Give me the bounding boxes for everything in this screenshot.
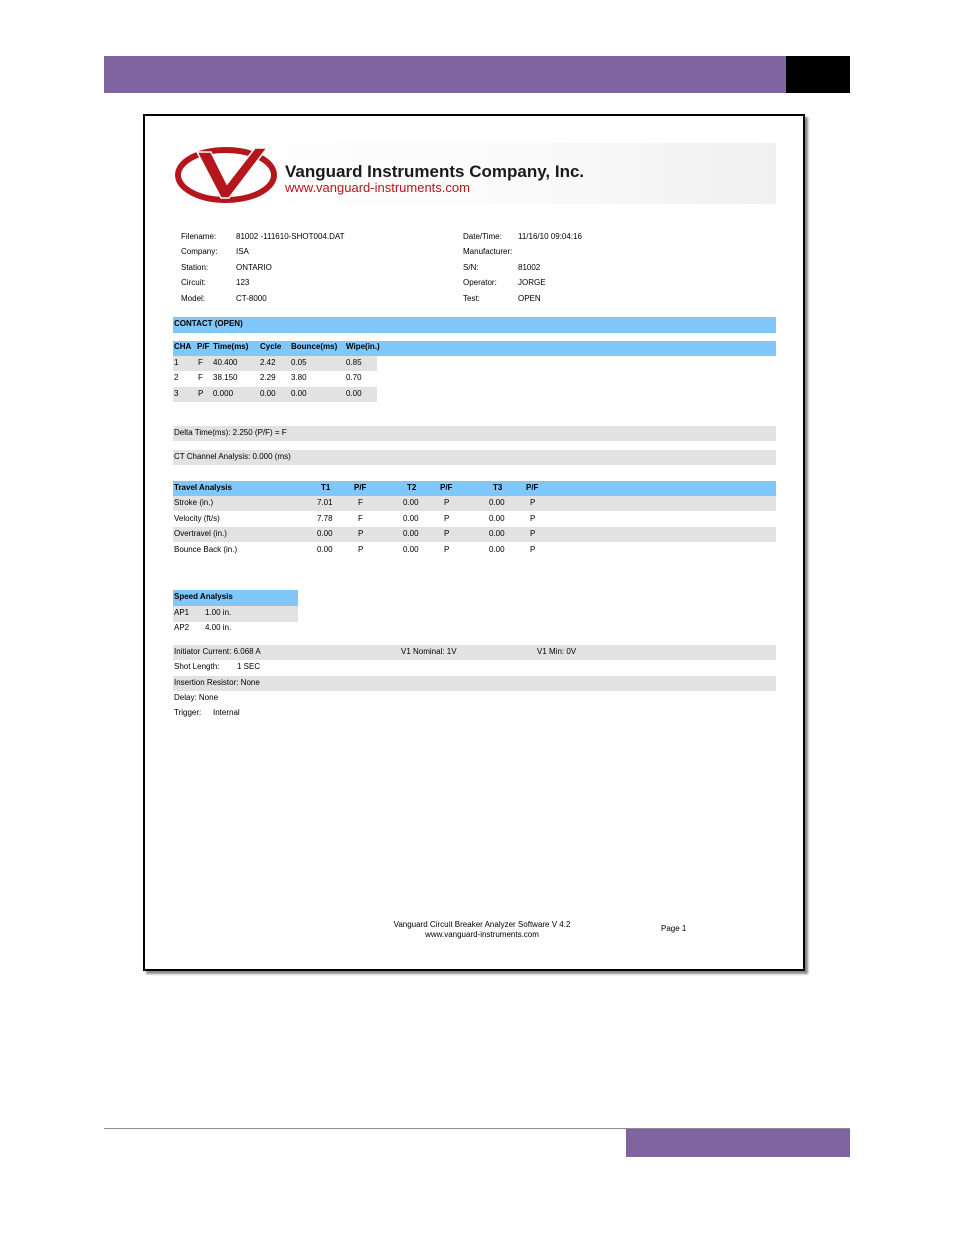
travel-cell: Bounce Back (in.) [174,545,238,554]
travel-cell: 0.00 [489,545,505,554]
contact-header-bounce: Bounce(ms) [291,342,338,351]
travel-row-band [173,527,776,542]
info-value-test: OPEN [518,294,541,303]
company-name: Vanguard Instruments Company, Inc. [285,162,585,181]
info-label-test: Test: [463,294,480,303]
insertion-band [173,676,776,691]
footer-bar [626,1129,850,1157]
info-label-operator: Operator: [463,278,497,287]
travel-cell: F [358,514,363,523]
info-label-circuit: Circuit: [181,278,206,287]
contact-header-time: Time(ms) [213,342,249,351]
contact-cell: 38.150 [213,373,238,382]
delta-time: Delta Time(ms): 2.250 (P/F) = F [174,428,287,437]
info-label-station: Station: [181,263,209,272]
contact-cell: 40.400 [213,358,238,367]
contact-cell: 2 [174,373,179,382]
contact-title: CONTACT (OPEN) [174,319,243,328]
info-value-circuit: 123 [236,278,250,287]
travel-header-t3: T3 [493,483,503,492]
travel-header-band [173,481,776,496]
contact-cell: 0.00 [291,389,307,398]
speed-cell: AP2 [174,623,190,632]
info-value-datetime: 11/16/10 09:04:16 [518,232,582,241]
contact-cell: 0.05 [291,358,307,367]
contact-header-pf: P/F [197,342,210,351]
footer-software: Vanguard Circuit Breaker Analyzer Software V 4.2 [393,920,571,929]
travel-cell: P [530,498,536,507]
travel-cell: 7.01 [317,498,333,507]
report-page [143,114,805,971]
info-value-model: CT-8000 [236,294,267,303]
travel-header-title: Travel Analysis [174,483,232,492]
company-url: www.vanguard-instruments.com [285,180,470,195]
travel-cell: P [358,545,364,554]
info-value-filename: 81002 -111610-SHOT004.DAT [236,232,345,241]
initiator-band [173,645,776,660]
contact-header-cycle: Cycle [260,342,282,351]
shot-length-label: Shot Length: [174,662,220,671]
contact-cell: 3.80 [291,373,307,382]
trigger-label: Trigger: [174,708,202,717]
delay: Delay: None [174,693,219,702]
initiator-current: Initiator Current: 6.068 A [174,647,261,656]
travel-cell: 0.00 [489,498,505,507]
speed-cell: AP1 [174,608,190,617]
travel-cell: P [444,545,450,554]
footer-url: www.vanguard-instruments.com [425,930,539,939]
travel-cell: 0.00 [403,529,419,538]
travel-cell: 0.00 [403,545,419,554]
travel-header-pf3: P/F [526,483,539,492]
travel-cell: P [530,514,536,523]
contact-cell: F [198,358,203,367]
contact-cell: 1 [174,358,179,367]
travel-cell: 0.00 [317,545,333,554]
contact-cell: F [198,373,203,382]
contact-header-wipe: Wipe(in.) [346,342,380,351]
contact-cell: 2.29 [260,373,276,382]
info-label-sn: S/N: [463,263,479,272]
contact-cell: 0.00 [346,389,362,398]
travel-cell: P [444,529,450,538]
travel-cell: P [530,529,536,538]
speed-row-band [173,606,298,622]
info-label-datetime: Date/Time: [463,232,502,241]
travel-cell: 7.78 [317,514,333,523]
info-label-manufacturer: Manufacturer: [463,247,513,256]
insertion-resistor: Insertion Resistor: None [174,678,260,687]
travel-cell: P [444,514,450,523]
speed-title: Speed Analysis [174,592,233,601]
shot-length-value: 1 SEC [237,662,261,671]
contact-cell: 3 [174,389,179,398]
travel-cell: P [530,545,536,554]
travel-cell: Velocity (ft/s) [174,514,220,523]
ct-channel-analysis: CT Channel Analysis: 0.000 (ms) [174,452,291,461]
travel-cell: F [358,498,363,507]
footer-page-number: Page 1 [661,924,687,933]
travel-header-t1: T1 [321,483,331,492]
travel-cell: 0.00 [403,514,419,523]
info-value-sn: 81002 [518,263,541,272]
travel-cell: Stroke (in.) [174,498,214,507]
contact-cell: 2.42 [260,358,276,367]
contact-header-cha: CHA [174,342,192,351]
contact-title-band [173,317,776,333]
info-label-model: Model: [181,294,206,303]
contact-cell: 0.85 [346,358,362,367]
travel-cell: P [444,498,450,507]
info-label-company: Company: [181,247,218,256]
header-bar [104,56,786,93]
vanguard-logo-icon [175,144,279,206]
contact-cell: 0.70 [346,373,362,382]
contact-cell: 0.00 [260,389,276,398]
travel-header-t2: T2 [407,483,417,492]
travel-header-pf1: P/F [354,483,367,492]
travel-cell: 0.00 [403,498,419,507]
info-value-operator: JORGE [518,278,546,287]
travel-cell: 0.00 [489,529,505,538]
page-number-box [786,56,850,93]
v1-nominal: V1 Nominal: 1V [401,647,457,656]
info-value-company: ISA [236,247,249,256]
info-label-filename: Filename: [181,232,217,241]
contact-cell: 0.000 [213,389,234,398]
travel-row-band [173,496,776,511]
travel-cell: P [358,529,364,538]
travel-cell: 0.00 [317,529,333,538]
contact-cell: P [198,389,204,398]
speed-cell: 1.00 in. [205,608,232,617]
travel-cell: Overtravel (in.) [174,529,227,538]
info-value-station: ONTARIO [236,263,272,272]
travel-header-pf2: P/F [440,483,453,492]
v1-min: V1 Min: 0V [537,647,577,656]
trigger-value: Internal [213,708,240,717]
travel-cell: 0.00 [489,514,505,523]
speed-cell: 4.00 in. [205,623,232,632]
